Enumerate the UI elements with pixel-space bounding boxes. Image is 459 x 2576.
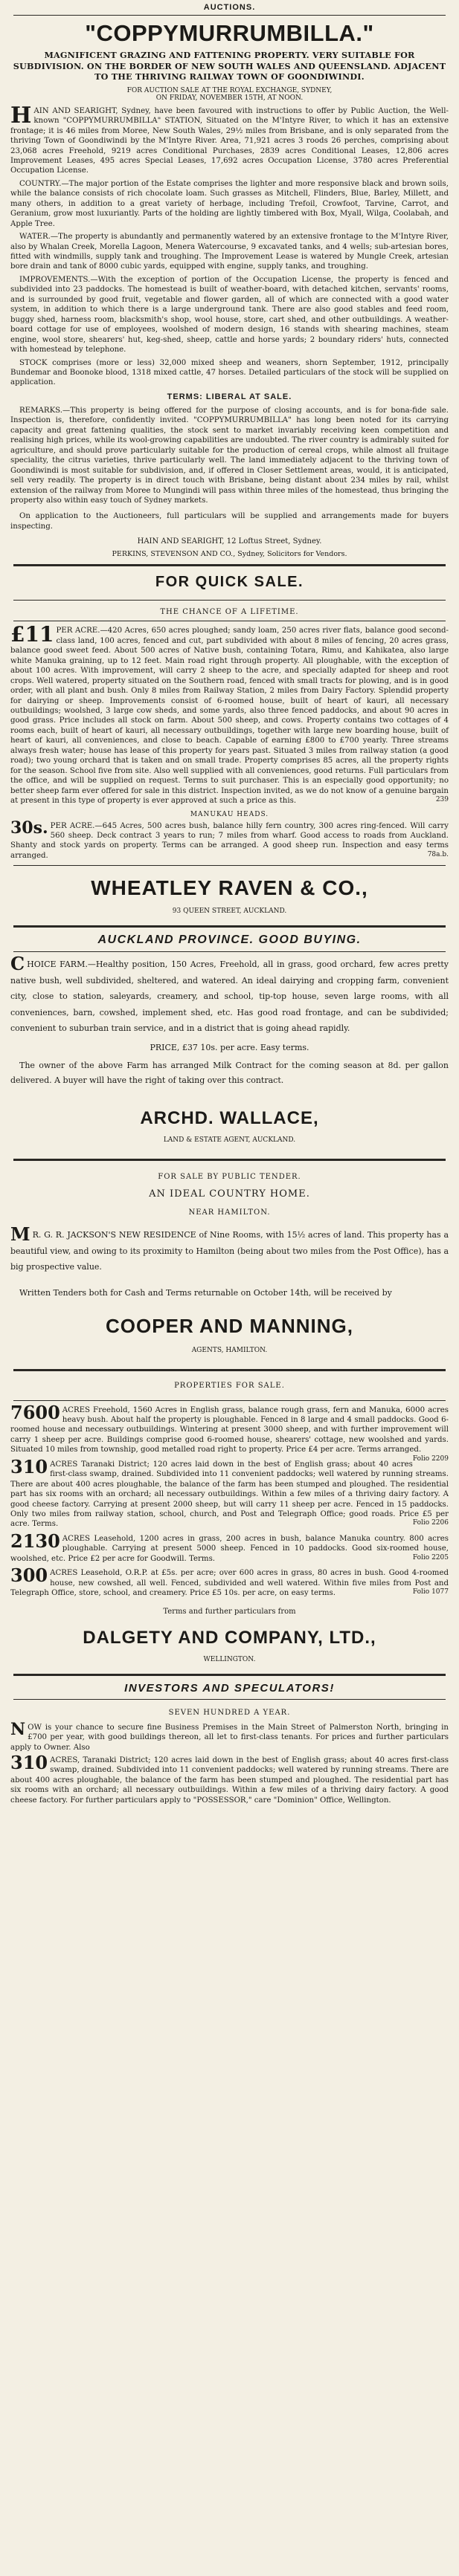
coppy-sale-line-1: FOR AUCTION SALE AT THE ROYAL EXCHANGE, SYDNEY, [126,86,333,94]
quick-ref: 239 [435,796,449,804]
property-listing [10,1401,449,1463]
investors-text-2: ACRES, Taranaki District; 120 acres laid down in the best of English grass; about 40 acres first-class swamp, drained. Subdivided into 11 convenient paddocks; well watered by running streams. There are about 400 acres ploughable, the balance of the farm has been stumped and ploughed. The residential part has six rooms with an orchard; all necessary outbuildings. Within a few miles of a thriving dairy factory. A good cheese factory. For further particulars apply to "POSSESSOR," care "Dominion" Office, Wellington. [10,1756,449,1805]
auckland-price: PRICE, £37 10s. per acre. Easy terms. [150,1042,309,1052]
property-acres: 7600 [10,1401,60,1423]
manukau-text: PER ACRE.—645 Acres, 500 acres bush, balance hilly fern country, 300 acres ring-fenced. Will carry 560 sheep. Deck contract 3 years to run; 7 miles from wharf. Good access to roads from Auckland. Shanty and stock yards on property. Terms can be arranged. A good sheep run. Inspection and easy terms arranged. [10,821,449,860]
dalgety-name: DALGETY AND COMPANY, LTD., [83,1627,376,1648]
cooper-agents: AGENTS, HAMILTON. [191,1346,268,1354]
coppy-stock: STOCK comprises (more or less) 32,000 mixed sheep and weaners, shorn September, 1912, principally Bundemar and Boonoke blood, 1318 mixed cattle, 47 horses. Detailed particulars of the stock will be supplied on application. [10,358,449,387]
investors-title: INVESTORS AND SPECULATORS! [124,1681,335,1695]
props-title: PROPERTIES FOR SALE. [174,1381,285,1390]
tender-ideal: AN IDEAL COUNTRY HOME. [149,1188,310,1200]
drop-cap: H [10,102,32,129]
property-text: ACRES Taranaki District; 120 acres laid down in the best of English grass; about 40 acres first-class swamp, drained. Subdivided into 11 convenient paddocks; well watered by running streams. There are about 400 acres ploughable, the balance of the farm has been stumped and ploughed. The residential part has six rooms with an orchard; all necessary outbuildings. Within a few miles of a thriving dairy factory. A good cheese factory. Carrying at present 2000 sheep, but will carry 11 sheep per acre. Fenced in 15 paddocks. Only two miles from railway station, school, church, and Post and Telegraph Office; good roads. Price £5 per acre. Terms. [10,1460,449,1529]
drop-cap: C [10,953,25,975]
cooper-name: COOPER AND MANNING, [106,1314,353,1337]
auckland-text: HOICE FARM.—Healthy position, 150 Acres, Freehold, all in grass, good orchard, few acres pretty native bush, well subdivided, sheltered, and watered. An ideal dairying and cropping farm, convenient city, close to station, saleyards, creamery, and school, tip-top house, seven large rooms, with all conveniences, barn, cowshed, implement shed, etc. Has good road frontage, and can be subdivided; convenient to suburban train service, and in a district that is going ahead rapidly. [10,959,449,1034]
property-acres: 310 [10,1455,48,1478]
coppy-improvements: IMPROVEMENTS.—With the exception of portion of the Occupation License, the property is fenced and subdivided into 23 paddocks. The homestead is built of weather-board, with detached kitchen, servants' rooms, and is surrounded by good fruit, vegetable and flower garden, all of which are connected with a good water system, in addition to which there is a large underground tank. There are also good stables and feed room, buggy shed, harness room, blacksmith's shop, wool house, store, cart shed, and other outbuildings. A weather-board cottage for use of employees, woolshed of modern design, 16 stands with shearing machines, steam engine, wool store, shearers' hut, keg-shed, sheep, cattle and horse yards; 2 boundary riders' huts, connected with homestead by telephone. [10,275,449,355]
divider [13,564,446,566]
wallace-address: LAND & ESTATE AGENT, AUCKLAND. [163,1136,296,1145]
coppy-application: On application to the Auctioneers, full particulars will be supplied and arrangements made for buyers inspecting. [10,512,449,531]
investors-acres: 310 [10,1752,48,1774]
property-acres: 300 [10,1564,48,1587]
property-text: ACRES Leasehold, 1200 acres in grass, 200 acres in bush, balance Manuka country. 800 acres ploughable. Carrying at present 5000 sheep. Fenced in 10 paddocks. Good six-roomed house, woolshed, etc. Price £2 per acre for Goodwill. Terms. [10,1534,449,1563]
divider [13,1699,446,1700]
investors-section [0,1682,459,1806]
property-text: ACRES Freehold, 1560 Acres in English grass, balance rough grass, fern and Manuka, 6000 acres heavy bush. About half the property is ploughable. Fenced in 8 large and 4 small paddocks. Good 6-roomed house and necessary outbuildings. Wintering at present 3000 sheep, and with further improvement will carry 1 sheep per acre. Buildings comprise good 6-roomed house, shearers' cottage, new woolshed and yards. Situated 10 miles from township, good metalled road right to property. Price £4 per acre. Terms arranged. [10,1405,449,1454]
divider [13,1369,446,1371]
divider [13,925,446,928]
tender-text: R. G. R. JACKSON'S NEW RESIDENCE of Nine Rooms, with 15½ acres of land. This property has a beautiful view, and owing to its proximity to Hamilton (being about two miles from the Post Office), has a big prospective value. [10,1230,449,1272]
quick-section [0,574,459,915]
divider [13,1674,446,1676]
divider [13,1400,446,1401]
manukau-price: 30s. [10,818,48,838]
auctions-heading: AUCTIONS. [203,3,256,12]
coppy-intro [10,102,449,176]
property-folio: Folio 1077 [412,1588,449,1596]
coppy-section [0,20,459,558]
drop-cap: M [10,1223,31,1246]
manukau-ref: 78a.b. [427,850,449,858]
drop-cap: N [10,1719,26,1739]
auckland-owner-note: The owner of the above Farm has arranged Milk Contract for the coming season at 8d. per gallon delivered. A buyer will have the right of taking over this contract. [10,1060,449,1086]
property-acres: 2130 [10,1530,60,1552]
coppy-title: "COPPYMURRUMBILLA." [85,20,374,46]
quick-price: £11 [10,622,54,647]
property-folio: Folio 2209 [412,1454,449,1463]
manukau-listing [10,818,449,861]
coppy-remarks: REMARKS.—This property is being offered for the purpose of closing accounts, and is for bona-fide sale. Inspection is, therefore, confidently invited. "COPPYMURRUMBILLA" has long been noted for its carrying capacity and great fattening qualities, the stock sent to market invariably receiving keen competition and realising high prices, while its wool-growing capabilities are undoubted. The river country is admirably suited for agriculture, and should prove particularly suitable for the production of cereal crops, while almost all fruitage speciality, the citrus varieties, thrive particularly well. The land immediately adjacent to the thriving town of Goondiwindi is most suitable for subdivision, and, if offered in Closer Settlement areas, would, it is anticipated, sell very readily. The property is in direct touch with Brisbane, being distant about 234 miles by rail, whilst extension of the railway from Moree to Mungindi will pass within three miles of the homestead, thus bringing the property also within easy touch of Sydney markets. [10,406,449,505]
divider [13,600,446,601]
wheatley-name: WHEATLEY RAVEN & CO., [91,876,368,900]
coppy-terms: TERMS: LIBERAL AT SALE. [167,392,292,401]
investors-listing-2 [10,1752,449,1805]
tender-section [0,1173,459,1353]
dalgety-city: WELLINGTON. [203,1655,256,1663]
props-terms: Terms and further particulars from [163,1607,296,1616]
investors-amount: SEVEN HUNDRED A YEAR. [168,1708,291,1717]
quick-chance: THE CHANCE OF A LIFETIME. [160,608,299,617]
auckland-section [0,933,459,1144]
manukau-heading: MANUKAU HEADS. [190,810,269,818]
tender-near: NEAR HAMILTON. [188,1208,271,1217]
auckland-listing [10,953,449,1036]
property-listing [10,1530,449,1564]
tender-title: FOR SALE BY PUBLIC TENDER. [158,1173,301,1182]
coppy-solicitors: PERKINS, STEVENSON AND CO., Sydney, Solicitors for Vendors. [112,550,347,559]
tender-listing [10,1223,449,1275]
props-section [0,1382,459,1663]
property-text: ACRES Leasehold, O.R.P. at £5s. per acre; over 600 acres in grass, 80 acres in bush. Good 4-roomed house, new cowshed, all well. Fenced, subdivided and well watered. Within five miles from Post and Telegraph Office, store, school, and creamery. Price £5 10s. per acre, on easy terms. [10,1569,449,1598]
property-folio: Folio 2205 [412,1553,449,1562]
divider [13,951,446,952]
wallace-name: ARCHD. WALLACE, [140,1108,319,1129]
coppy-country: COUNTRY.—The major portion of the Estate comprises the lighter and more responsive black and brown soils, while the balance consists of rich chocolate loam. Such grasses as Mitchell, Flinders, Blue, Barley, Millett, and many others, in addition to a great variety of herbage, including Trefoil, Crowfoot, Tarvine, Carrot, and Geranium, grow most luxuriantly. Parts of the holding are lightly timbered with Box, Myall, Wilga, Coolabah, and Apple Tree. [10,179,449,228]
wheatley-address: 93 QUEEN STREET, AUCKLAND. [172,907,287,916]
divider [13,1159,446,1161]
quick-text: PER ACRE.—420 Acres, 650 acres ploughed; sandy loam, 250 acres river flats, balance good second-class land, 100 acres, fenced and cut, part subdivided with about 8 miles of fencing, 20 acres grass, balance good sweet feed. About 500 acres of Native bush, containing Totara, Rimu, and Kahikatea, also large white Manuka graining, up to 12 feet. Main road right through property. All ploughable, with the exception of about 100 acres. With improvement, will carry 2 sheep to the acre, and specially adapted for sheep and root crops. Well watered, property situated on the Southern road, fenced with small tracts for plowing, and is in good order, with all plant and bush. Only 8 miles from Railway Station, 2 miles from Dairy Factory. Splendid property for dairying or sheep. Improvements consist of 6-roomed house, built of heart of kauri, all necessary outbuildings; woolshed, 3 large cow sheds, and some yards, also three fenced paddocks, and about 90 acres in good grass. Price includes all stock on farm. About 500 sheep, and cows. Property contains two cottages of 4 rooms each, built of heart of kauri, all necessary outbuildings, together with large new boarding house, built of heart of kauri, all conveniences, and close to beach. Capable of earning £800 to £700 yearly. Three streams always fresh water; house has lease of this property for years past. Situated 3 miles from railway station (a good road); two young orchard that is taken and on small trade. Property comprises 85 acres, all the property rights for the season. School five from site. Also well supplied with all conveniences, good returns. Full particulars from the office, and will be supplied on request. Terms to suit purchaser. This is an especially good opportunity; no better sheep farm ever offered for sale in this district. Inspection invited, as we do not know of a genuine bargain at present in this type of property is ever approved at such a price as this. [10,627,449,806]
divider [13,865,446,866]
auckland-title: AUCKLAND PROVINCE. GOOD BUYING. [97,933,362,947]
quick-main-listing [10,622,449,806]
property-listing [10,1564,449,1598]
coppy-intro-text: AIN AND SEARIGHT, Sydney, have been favoured with instructions to offer by Public Auction, the Well-known "COPPYMURRUMBILLA" STATION, Situated on the M'Intyre River, to which it has an extensive frontage; it is 46 miles from Moree, New South Wales, 29½ miles from Brisbane, and is only separated from the thriving Town of Goondiwindi by the M'Intyre River. Area, 71,921 acres 3 roods 26 perches, comprising about 23,068 acres Freehold, 9219 acres Conditional Purchases, 2839 acres Conditional Leases, 12,806 acres Improvement Leases, 495 acres Special Leases, 17,692 acres Occupation License, 3780 acres Preferential Occupation License. [10,106,449,175]
coppy-subtitle: MAGNIFICENT GRAZING AND FATTENING PROPERTY. VERY SUITABLE FOR SUBDIVISION. ON THE BORDER OF NEW SOUTH WALES AND QUEENSLAND. ADJACENT TO THE THRIVING RAILWAY TOWN OF GOONDIWINDI. [13,50,446,82]
divider [13,15,446,16]
investors-listing [10,1719,449,1753]
coppy-agents: HAIN AND SEARIGHT, 12 Loftus Street, Sydney. [137,537,322,546]
investors-text: OW is your chance to secure fine Business Premises in the Main Street of Palmerston North, bringing in £700 per year, with good buildings thereon, all let to first-class tenants. For prices and further particulars apply to Owner. Also [10,1723,449,1752]
coppy-water: WATER.—The property is abundantly and permanently watered by an extensive frontage to the M'Intyre River, also by Whalan Creek, Morella Lagoon, Menera Watercourse, 9 excavated tanks, and 4 wells; sub-artesian bores, fitted with windmills, supply tank and troughing. The Improvement Lease is watered by Mungle Creek, artesian bore drain and tank of 8000 cubic yards, equipped with engine, supply tanks, and troughing. [10,233,449,271]
quick-title: FOR QUICK SALE. [155,574,304,591]
tender-written: Written Tenders both for Cash and Terms returnable on October 14th, will be received by [19,1287,392,1298]
property-folio: Folio 2206 [412,1519,449,1527]
coppy-sale-line-2: ON FRIDAY, NOVEMBER 15TH, AT NOON. [155,94,304,102]
